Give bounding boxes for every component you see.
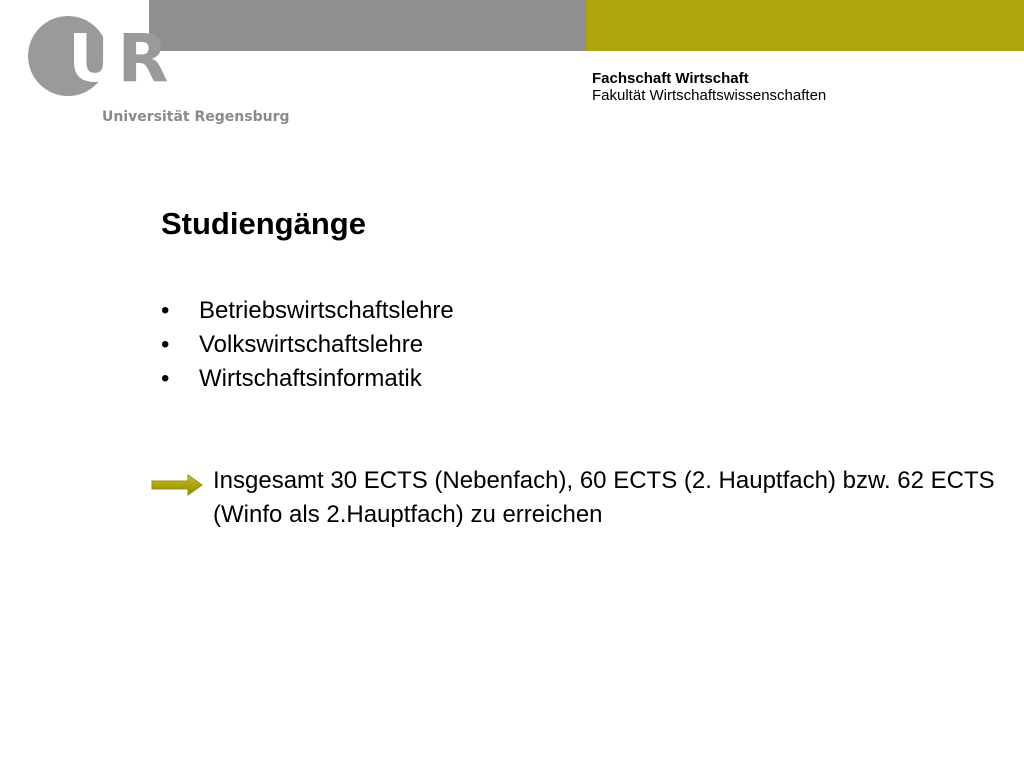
logo-university-name: Universität Regensburg <box>102 109 290 125</box>
organization-title: Fachschaft Wirtschaft <box>592 70 749 87</box>
header-organization <box>592 70 826 104</box>
list-item <box>161 362 454 396</box>
list-item-label: Betriebswirtschaftslehre <box>199 297 454 324</box>
list-item <box>161 294 454 328</box>
right-arrow-icon <box>150 472 204 498</box>
bullet-icon: • <box>161 297 170 324</box>
logo-letters: UR <box>68 20 165 97</box>
list-item-label: Volkswirtschaftslehre <box>199 331 424 358</box>
slide-title: Studiengänge <box>161 206 366 241</box>
list-item <box>161 328 454 362</box>
list-item-label: Wirtschaftsinformatik <box>199 365 422 392</box>
degree-program-list <box>161 294 454 396</box>
bullet-icon: • <box>161 331 170 358</box>
header-olive-bar <box>586 0 1024 51</box>
organization-subtitle: Fakultät Wirtschaftswissenschaften <box>592 87 827 104</box>
ects-note: Insgesamt 30 ECTS (Nebenfach), 60 ECTS (2. Hauptfach) bzw. 62 ECTS (Winfo als 2.Hauptfach) zu erreichen <box>213 467 995 528</box>
university-logo <box>24 12 290 130</box>
bullet-icon: • <box>161 365 170 392</box>
